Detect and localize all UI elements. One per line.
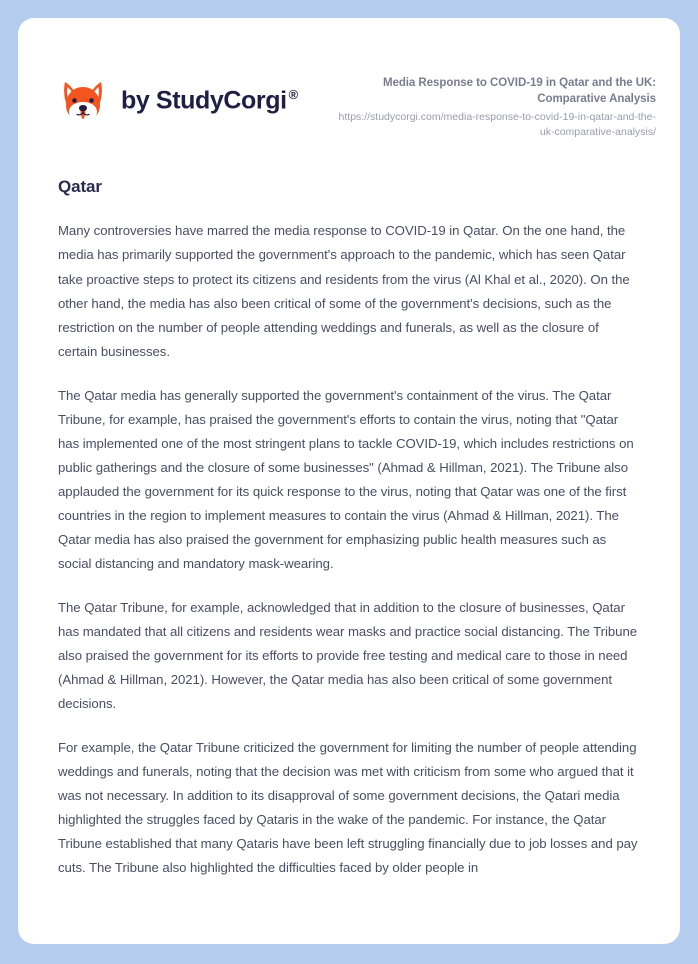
brand-logo — [58, 70, 298, 126]
document-meta — [326, 70, 656, 139]
body-paragraph: Many controversies have marred the media response to COVID-19 in Qatar. On the one hand, the media has primarily supported the government's approach to the pandemic, which has seen Qatar take proactive steps to protect its citizens and residents from the virus (Al Khal et al., 2020). On the other hand, the media has also been critical of some of the government's decisions, such as the restriction on the number of people attending weddings and funerals, as well as the closure of certain businesses. — [58, 223, 630, 359]
document-header — [18, 18, 680, 139]
document-body — [18, 139, 680, 879]
section-heading: Qatar — [58, 177, 102, 197]
corgi-head-icon — [58, 76, 108, 126]
body-paragraph: The Qatar Tribune, for example, acknowledged that in addition to the closure of businesses, Qatar has mandated that all citizens and residents wear masks and practice social distancing. The Tribune also praised the government for its efforts to provide free testing and medical care to those in need (Ahmad & Hillman, 2021). However, the Qatar media has also been critical of some government decisions. — [58, 599, 638, 711]
registered-trademark-icon: ® — [288, 87, 298, 103]
document-page-card — [18, 18, 680, 944]
body-paragraph: The Qatar media has generally supported the government's containment of the virus. The Qatar Tribune, for example, has praised the government's efforts to contain the virus, noting that "Qatar has implemented one of the most stringent plans to tackle COVID-19, which includes restrictions on public gatherings and the closure of some businesses" (Ahmad & Hillman, 2021). The Tribune also applauded the government for its quick response to the virus, noting that Qatar was one of the first countries in the region to implement measures to contain the virus (Ahmad & Hillman, 2021). The Qatar media has also praised the government for emphasizing public health measures such as social distancing and mandatory mask-wearing. — [58, 387, 634, 571]
document-url[interactable]: https://studycorgi.com/media-response-to-covid-19-in-qatar-and-the-uk-comparative-analysis/ — [338, 110, 656, 138]
document-title: Media Response to COVID-19 in Qatar and the UK: Comparative Analysis — [382, 77, 656, 106]
brand-name-text: by StudyCorgi — [121, 86, 287, 115]
body-paragraph: For example, the Qatar Tribune criticized the government for limiting the number of people attending weddings and funerals, noting that the decision was met with criticism from some who argued that it was not necessary. In addition to its disapproval of some government decisions, the Qatari media highlighted the struggles faced by Qataris in the wake of the pandemic. For instance, the Qatar Tribune established that many Qataris have been left struggling financially due to job losses and pay cuts. The Tribune also highlighted the difficulties faced by older people in — [58, 739, 638, 875]
brand-name — [121, 88, 298, 113]
